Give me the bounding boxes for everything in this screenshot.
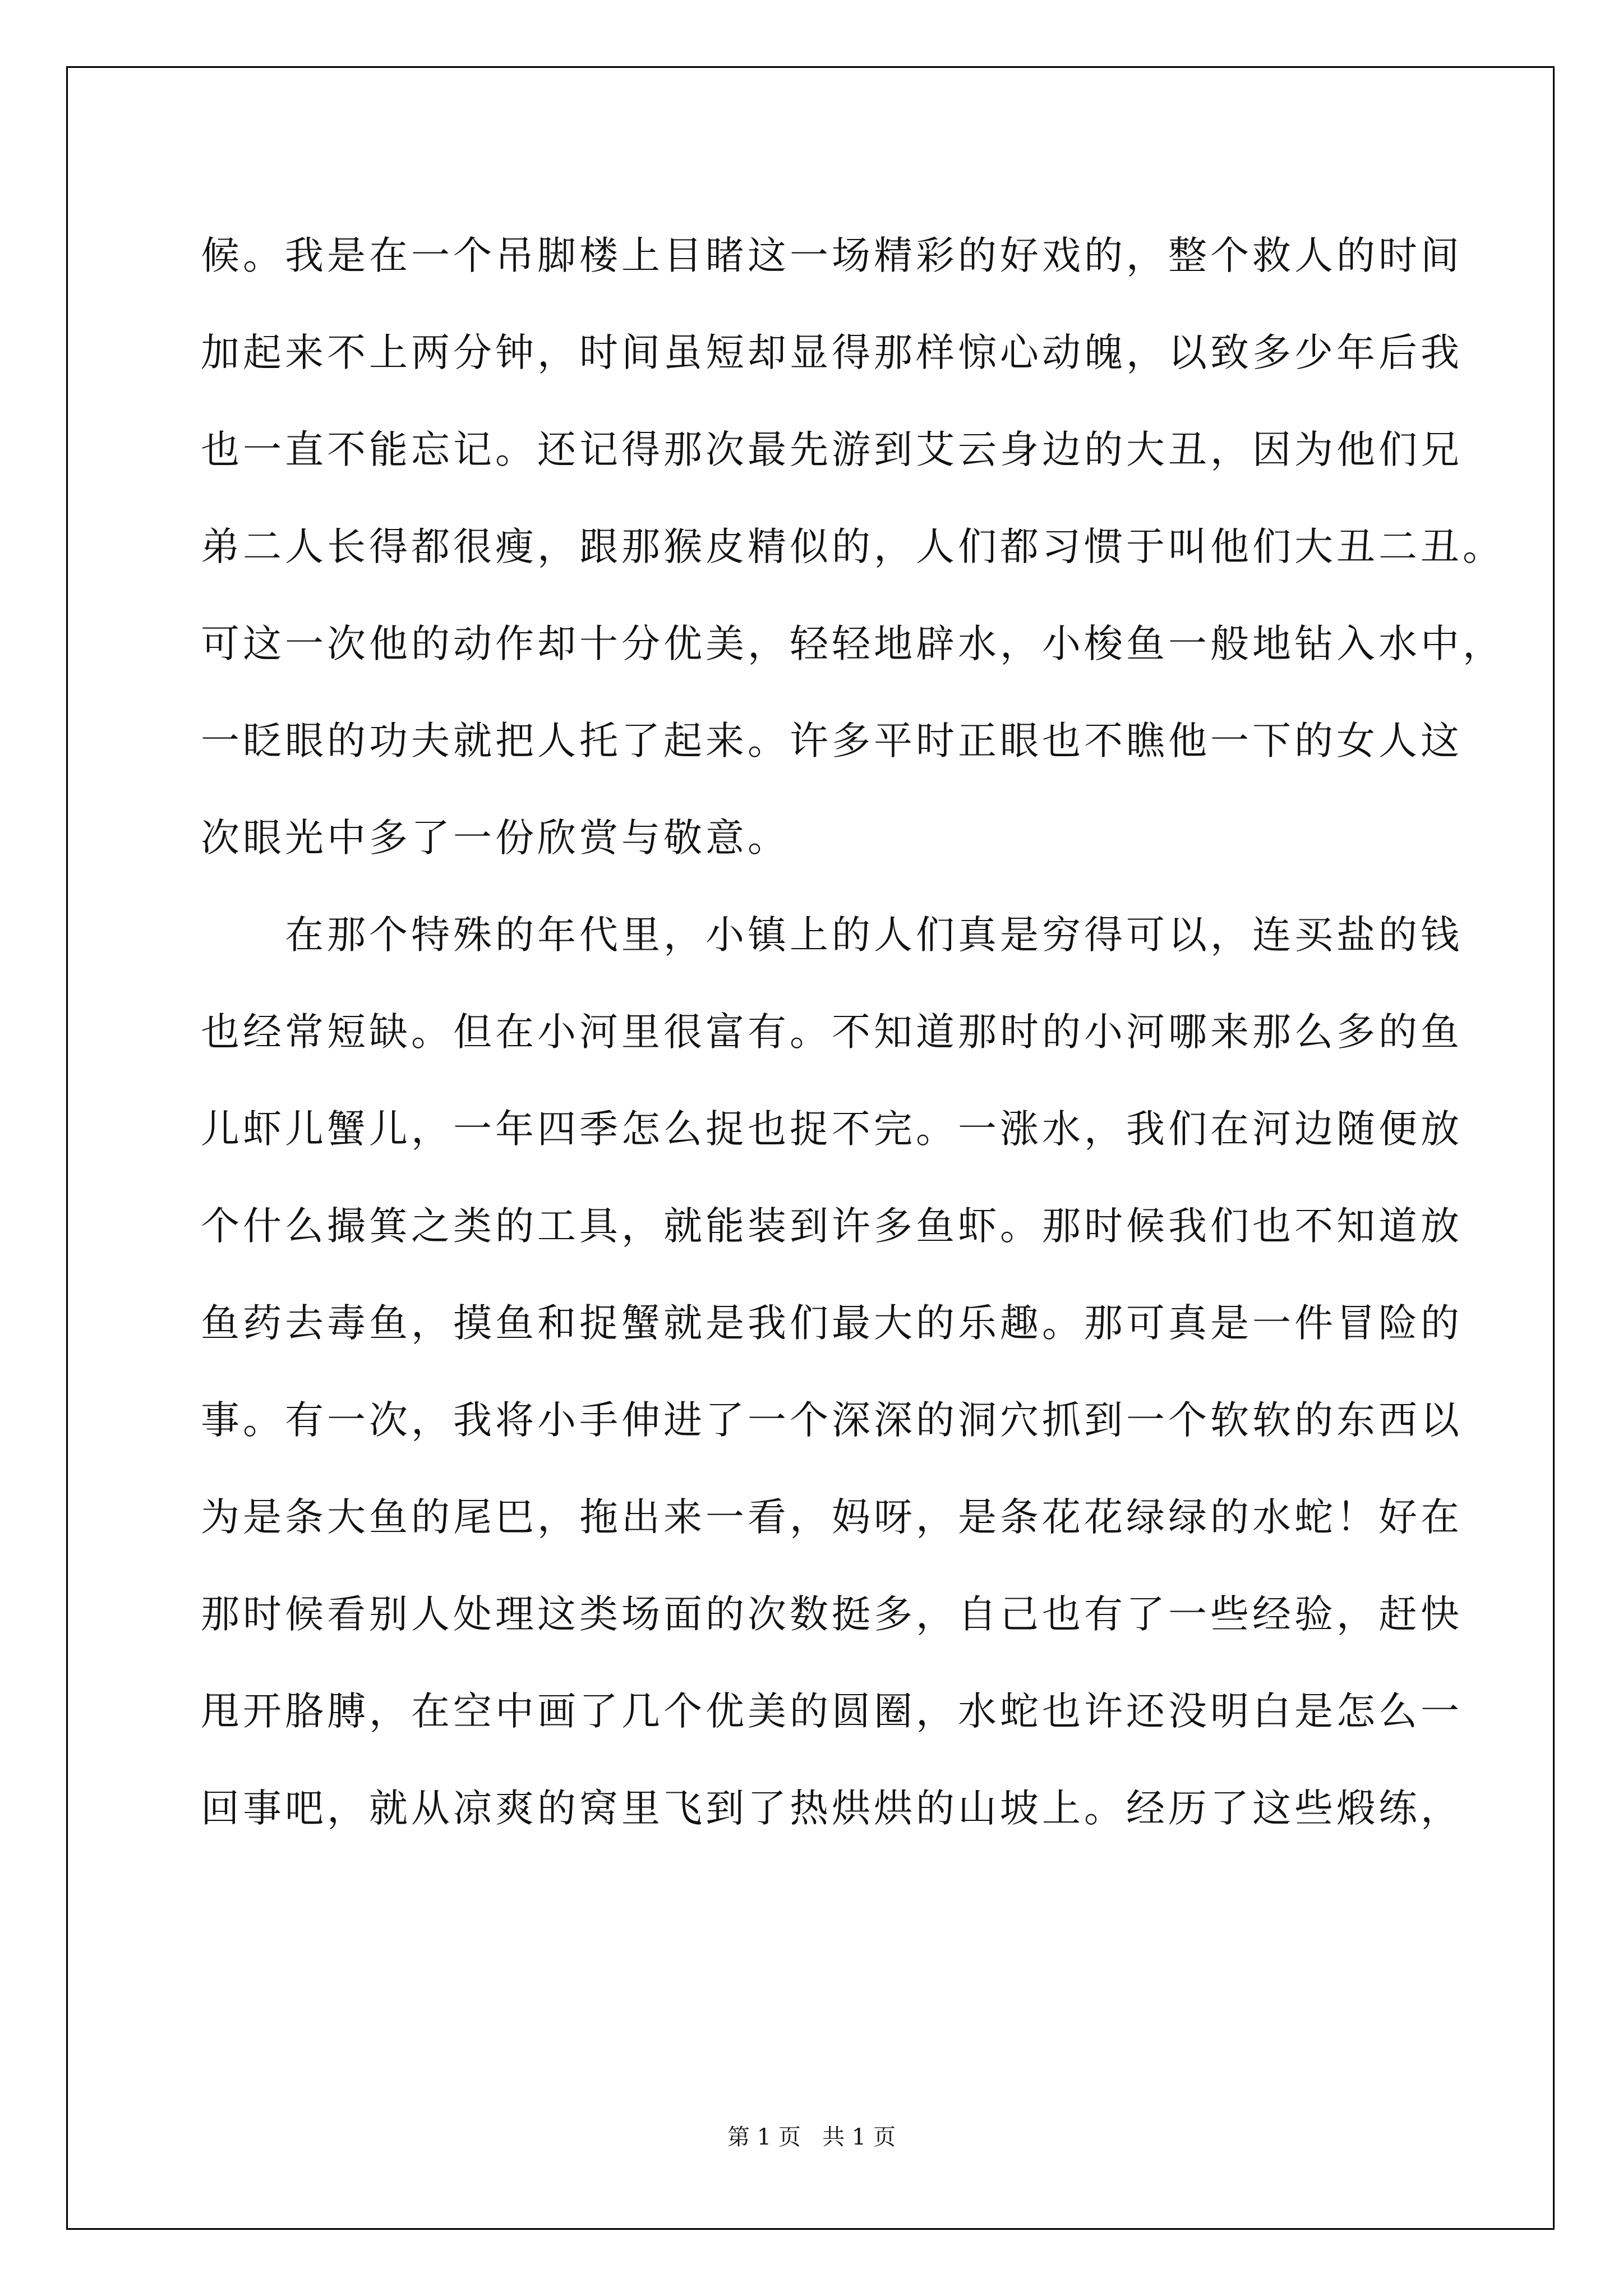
text-line: 鱼药去毒鱼，摸鱼和捉蟹就是我们最大的乐趣。那可真是一件冒险的	[201, 1301, 1463, 1346]
text-line: 个什么撮箕之类的工具，就能装到许多鱼虾。那时候我们也不知道放	[201, 1204, 1463, 1249]
body-text	[201, 208, 1505, 1857]
text-line: 弟二人长得都很瘦，跟那猴皮精似的，人们都习惯于叫他们大丑二丑。	[201, 524, 1505, 569]
text-line: 可这一次他的动作却十分优美，轻轻地辟水，小梭鱼一般地钻入水中，	[201, 622, 1505, 666]
text-line: 儿虾儿蟹儿，一年四季怎么捉也捉不完。一涨水，我们在河边随便放	[201, 1107, 1463, 1152]
text-line: 为是条大鱼的尾巴，拖出来一看，妈呀，是条花花绿绿的水蛇！好在	[201, 1495, 1463, 1540]
page-footer: 第 1 页 共 1 页	[727, 2124, 896, 2150]
text-line: 候。我是在一个吊脚楼上目睹这一场精彩的好戏的，整个救人的时间	[201, 233, 1463, 278]
text-line: 甩开胳膊，在空中画了几个优美的圆圈，水蛇也许还没明白是怎么一	[201, 1689, 1463, 1734]
text-line: 回事吧，就从凉爽的窝里飞到了热烘烘的山坡上。经历了这些煅练，	[201, 1786, 1463, 1831]
text-line: 次眼光中多了一份欣赏与敬意。	[201, 816, 790, 861]
text-line: 也一直不能忘记。还记得那次最先游到艾云身边的大丑，因为他们兄	[201, 427, 1463, 472]
text-line: 那时候看别人处理这类场面的次数挺多，自己也有了一些经验，赶快	[201, 1592, 1463, 1637]
text-line: 事。有一次，我将小手伸进了一个深深的洞穴抓到一个软软的东西以	[201, 1398, 1463, 1443]
text-line: 加起来不上两分钟，时间虽短却显得那样惊心动魄，以致多少年后我	[201, 330, 1463, 375]
paragraph-start-line: 在那个特殊的年代里，小镇上的人们真是穷得可以，连买盐的钱	[285, 913, 1463, 958]
text-line: 也经常短缺。但在小河里很富有。不知道那时的小河哪来那么多的鱼	[201, 1010, 1463, 1055]
text-line: 一眨眼的功夫就把人托了起来。许多平时正眼也不瞧他一下的女人这	[201, 719, 1463, 763]
